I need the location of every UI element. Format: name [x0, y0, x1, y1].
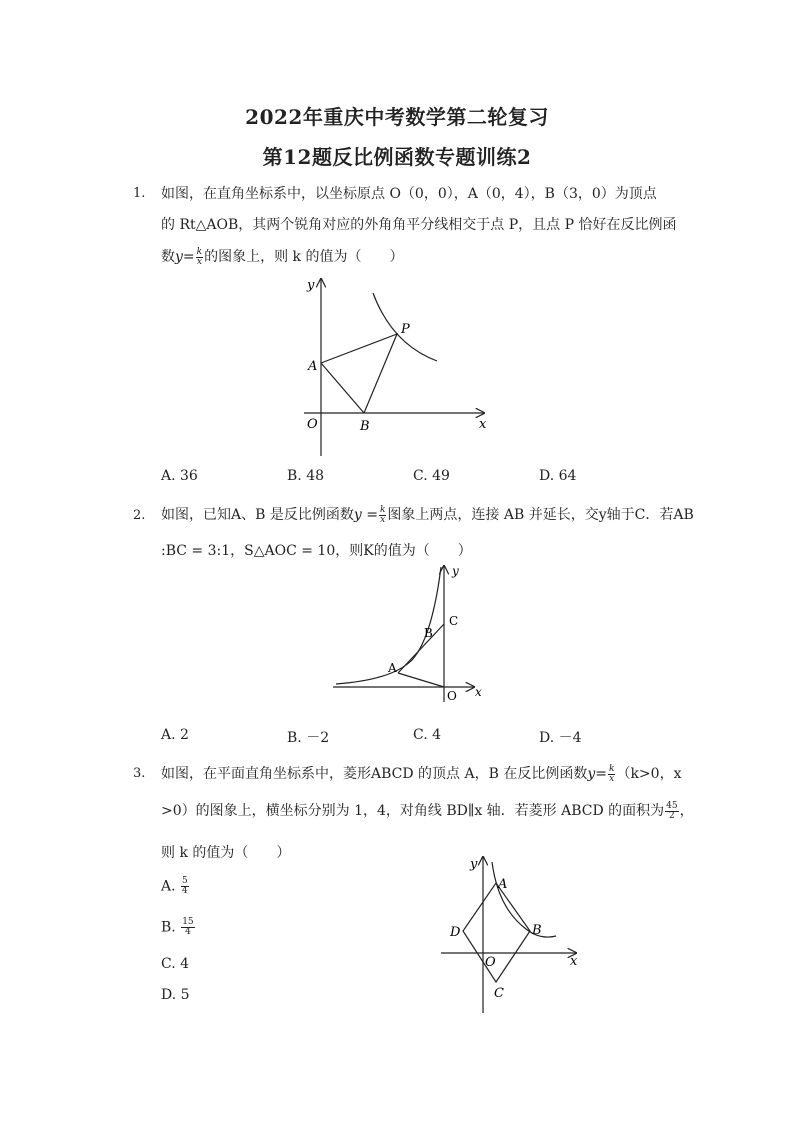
label-p: P: [401, 322, 410, 337]
question-text-line: :BC = 3:1，S△AOC = 10，则K的值为（ ）: [161, 543, 472, 559]
label-x: x: [570, 954, 578, 969]
label-y: y: [307, 278, 315, 293]
question-number: 3.: [133, 766, 146, 781]
option-b: B. $\frac{15}{4}$: [161, 917, 194, 937]
label-origin: O: [485, 955, 496, 970]
option-b: B. 48: [287, 468, 325, 484]
fraction: $\frac{k}{x}$: [379, 504, 386, 525]
doc-subtitle: 第12题反比例函数专题训练2: [262, 145, 532, 169]
fraction: $\frac{15}{4}$: [182, 917, 194, 937]
option-a: A. 36: [161, 468, 198, 484]
fraction: $\frac{k}{x}$: [196, 246, 203, 267]
label-y: y: [470, 857, 478, 872]
rhombus-abcd: [463, 883, 530, 982]
option-d: D. 5: [161, 987, 190, 1003]
question-number: 1.: [133, 186, 146, 201]
label-y: y: [452, 564, 459, 578]
label-a: A: [498, 877, 508, 892]
label-origin: O: [307, 417, 318, 432]
option-c: C. 49: [413, 468, 450, 484]
question-text-line: 数y= $\frac{k}{x}$ 的图象上，则 k 的值为（ ）: [161, 246, 404, 267]
question-text-line: 则 k 的值为（ ）: [161, 845, 291, 861]
label-a: A: [308, 359, 318, 374]
option-d: D. 64: [539, 468, 577, 484]
hyperbola-curve: [492, 862, 556, 937]
fraction: $\frac{k}{x}$: [608, 763, 615, 784]
label-c: C: [449, 614, 459, 628]
option-d: D. －4: [539, 730, 582, 746]
question-text-line: 如图，已知A、B 是反比例函数y = $\frac{k}{x}$ 图象上两点，连接 AB 并延长，交y轴于C．若AB: [161, 504, 694, 525]
option-a: A. 2: [161, 727, 189, 743]
question-text-line: >0）的图象上，横坐标分别为 1，4，对角线 BD∥x 轴．若菱形 ABCD 的面积为 $\frac{45}{2}$ ，: [161, 800, 694, 821]
question-number: 2.: [133, 508, 146, 523]
question-text-line: 如图，在直角坐标系中，以坐标原点 O（0，0），A（0，4），B（3，0）为顶点: [161, 186, 657, 202]
doc-title: 2022年重庆中考数学第二轮复习: [245, 105, 549, 129]
label-x: x: [475, 685, 482, 699]
label-d: D: [450, 925, 461, 940]
option-b: B. －2: [287, 730, 330, 746]
fraction: $\frac{45}{2}$: [666, 800, 678, 821]
label-a: A: [388, 661, 397, 675]
question-text-line: 如图，在平面直角坐标系中，菱形ABCD 的顶点 A，B 在反比例函数y= $\frac{k}{x}$ （k>0，x: [161, 763, 682, 784]
label-c: C: [494, 986, 504, 1001]
label-b: B: [360, 419, 370, 434]
fraction: $\frac{5}{4}$: [182, 876, 188, 896]
question-text-line: 的 Rt△AOB，其两个锐角对应的外角角平分线相交于点 P，且点 P 恰好在反比例函: [161, 217, 677, 233]
label-x: x: [479, 417, 487, 432]
option-a: A. $\frac{5}{4}$: [161, 876, 188, 896]
option-c: C. 4: [161, 956, 190, 972]
label-origin: O: [447, 689, 457, 703]
option-c: C. 4: [413, 727, 442, 743]
label-b: B: [424, 626, 433, 640]
label-b: B: [532, 923, 542, 938]
